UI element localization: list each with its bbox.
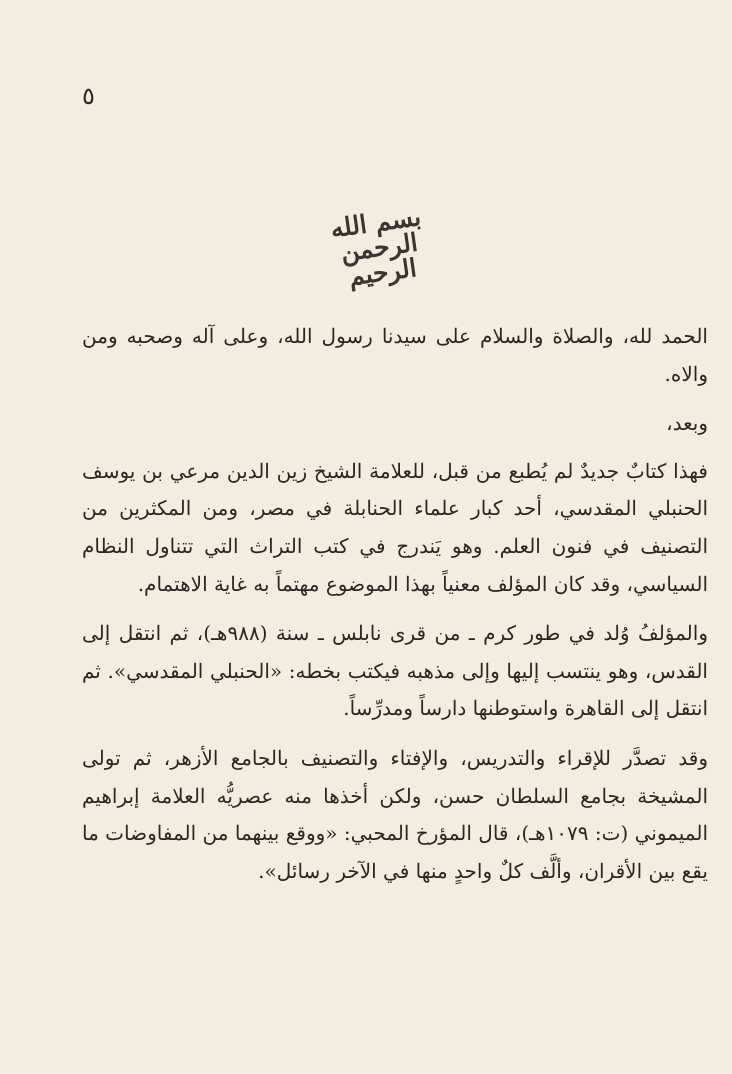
paragraph-praise: الحمد لله، والصلاة والسلام على سيدنا رسول الله، وعلى آله وصحبه ومن والاه. bbox=[82, 324, 708, 386]
basmala-calligraphy: بسم الله الرحمن الرحيم bbox=[328, 201, 423, 292]
main-text bbox=[82, 318, 708, 890]
page-number: ٥ bbox=[82, 82, 95, 110]
paragraph-teaching: وقد تصدَّر للإقراء والتدريس، والإفتاء والتصنيف بالجامع الأزهر، ثم تولى المشيخة بجامع السلطان حسن، ولكن أخذها منه عصريُّه العلامة إبراهيم الميموني (ت: ١٠٧٩هـ)، قال المؤرخ المحبي: «ووقع بينهما من المفاوضات ما يقع بين الأقران، وألَّف كلٌ واحدٍ منها في الآخر رسائل». bbox=[82, 745, 708, 883]
paragraph-book-intro: فهذا كتابٌ جديدٌ لم يُطبع من قبل، للعلامة الشيخ زين الدين مرعي بن يوسف الحنبلي المقدسي، أحد كبار علماء الحنابلة في مصر، ومن المكثرين من التصنيف في فنون العلم. وهو يَندرج في كتب التراث التي تتناول النظام السياسي، وقد كان المؤلف معنياً بهذا الموضوع مهتماً به غاية الاهتمام. bbox=[82, 458, 708, 596]
paragraph-greeting: وبعد، bbox=[666, 411, 708, 436]
paragraph-author-life: والمؤلفُ وُلد في طور كرم ـ من قرى نابلس ـ سنة (٩٨٨هـ)، ثم انتقل إلى القدس، وهو ينتسب إليها وإلى مذهبه فيكتب بخطه: «الحنبلي المقدسي». ثم انتقل إلى القاهرة واستوطنها دارساً ومدرِّساً. bbox=[82, 621, 708, 721]
